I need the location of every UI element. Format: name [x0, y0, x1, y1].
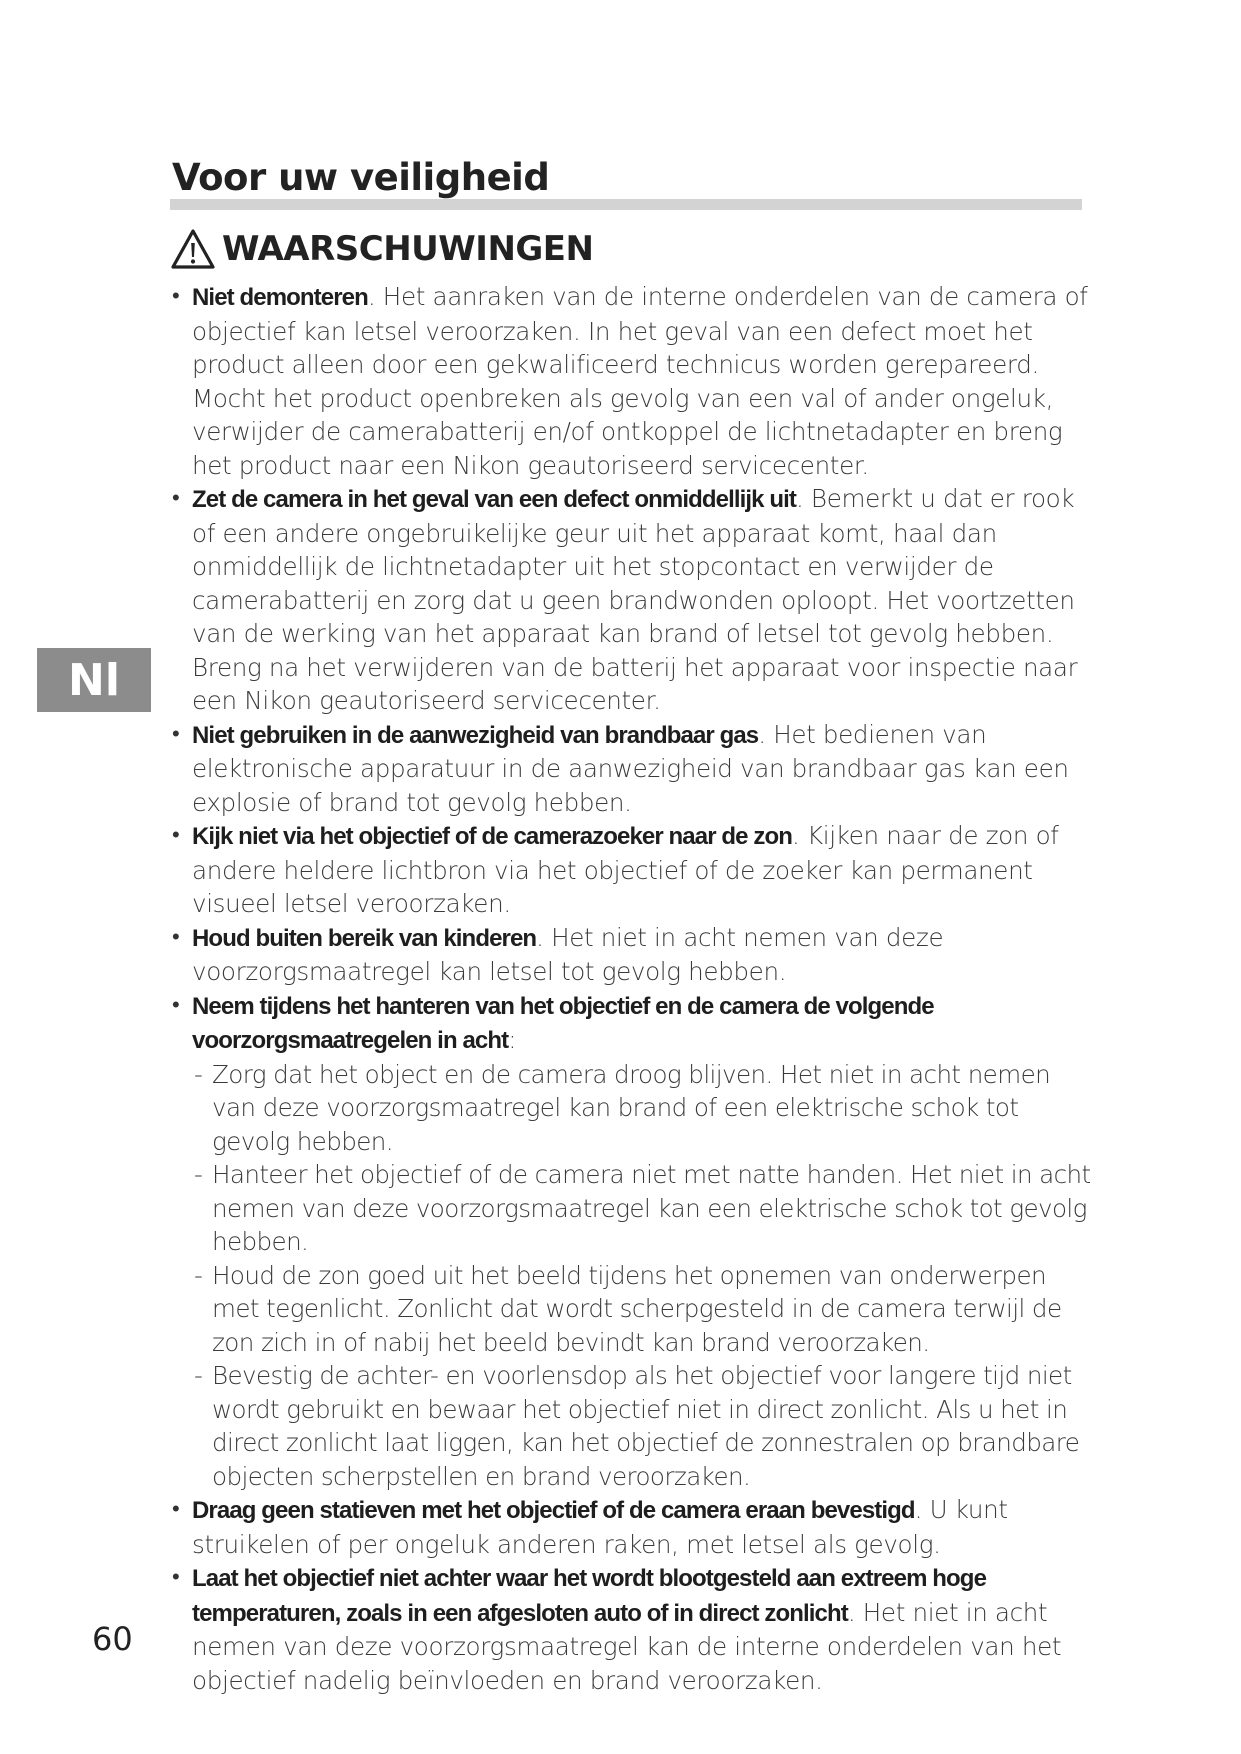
- warning-subitem: - Hanteer het objectief of de camera niet met natte handen. Het niet in acht nemen van deze voorzorgsmaatregel kan een elektrische schok tot gevolg hebben.: [192, 1158, 1093, 1259]
- warning-item-text: . Kijken naar de zon of andere heldere lichtbron via het objectief of de zoeker kan permanent visueel letsel veroorzaken.: [192, 821, 1059, 918]
- language-tab: Nl: [37, 648, 151, 712]
- page-number: 60: [92, 1620, 133, 1658]
- warning-item: [168, 482, 1093, 718]
- warning-item: [168, 280, 1093, 482]
- warning-item-text: . U kunt struikelen of per ongeluk anderen raken, met letsel als gevolg.: [192, 1495, 1008, 1559]
- warning-item-title: Laat het objectief niet achter waar het wordt blootgesteld aan extreem hoge temperaturen, zoals in een afgesloten auto of in direct zonlicht: [192, 1565, 987, 1627]
- title-underline: [170, 199, 1082, 210]
- warning-item-text: . Bemerkt u dat er rook of een andere ongebruikelijke geur uit het apparaat komt, haal dan onmiddellijk de lichtnetadapter uit het stopcontact en verwijder de camerabatterij en zorg dat u geen brandwonden oploopt. Het voortzetten van de werking van het apparaat kan brand of letsel tot gevolg hebben. Breng na het verwijderen van de batterij het apparaat voor inspectie naar een Nikon geautoriseerd servicecenter.: [192, 484, 1078, 715]
- warning-item-text: . Het niet in acht nemen van deze voorzorgsmaatregel kan letsel tot gevolg hebben.: [192, 922, 944, 986]
- warning-subitems: [192, 1058, 1093, 1494]
- warning-item-title: Kijk niet via het objectief of de camerazoeker naar de zon: [192, 823, 793, 850]
- warning-item: [168, 989, 1093, 1494]
- warning-item-text: . Het bedienen van elektronische apparatuur in de aanwezigheid van brandbaar gas kan een explosie of brand tot gevolg hebben.: [192, 719, 1069, 817]
- warning-subitem: - Bevestig de achter- en voorlensdop als het objectief voor langere tijd niet wordt gebruikt en bewaar het objectief niet in direct zonlicht. Als u het in direct zonlicht laat liggen, kan het objectief de zonnestralen op brandbare objecten scherpstellen en brand veroorzaken.: [192, 1359, 1093, 1493]
- warning-item-title: Niet gebruiken in de aanwezigheid van brandbaar gas: [192, 721, 759, 749]
- warning-subitem: - Houd de zon goed uit het beeld tijdens het opnemen van onderwerpen met tegenlicht. Zonlicht dat wordt scherpgesteld in de camera terwijl de zon zich in of nabij het beeld bevindt kan brand veroorzaken.: [192, 1259, 1093, 1360]
- warning-item: [168, 819, 1093, 921]
- warning-item-title: Houd buiten bereik van kinderen: [192, 924, 537, 952]
- warning-item-title: Draag geen statieven met het objectief of de camera eraan bevestigd: [192, 1497, 915, 1524]
- warning-item: [168, 1561, 1093, 1697]
- warning-subitem: - Zorg dat het object en de camera droog blijven. Het niet in acht nemen van deze voorzorgsmaatregel kan brand of een elektrische schok tot gevolg hebben.: [192, 1058, 1093, 1159]
- warnings-content: [168, 280, 1093, 1697]
- page-title: Voor uw veiligheid: [172, 156, 550, 199]
- warnings-heading-label: WAARSCHUWINGEN: [222, 229, 594, 269]
- warning-item: [168, 1493, 1093, 1561]
- warning-item-text: . Het aanraken van de interne onderdelen van de camera of objectief kan letsel veroorzaken. In het geval van een defect moet het product alleen door een gekwalificeerd technicus worden gerepareerd. Mocht het product openbreken als gevolg van een val of ander ongeluk, verwijder de camerabatterij en/of ontkoppel de lichtnetadapter en breng het product naar een Nikon geautoriseerd servicecenter.: [192, 282, 1088, 480]
- warning-item-title: Neem tijdens het hanteren van het objectief en de camera de volgende voorzorgsmaatregelen in acht: [192, 992, 934, 1054]
- warning-item: [168, 718, 1093, 820]
- warnings-list: [168, 280, 1093, 1697]
- warning-item-title: Zet de camera in het geval van een defect onmiddellijk uit: [192, 486, 796, 513]
- warning-item-text: . Het niet in acht nemen van deze voorzorgsmaatregel kan de interne onderdelen van het objectief nadelig beïnvloeden en brand veroorzaken.: [192, 1597, 1062, 1695]
- warning-triangle-icon: [170, 228, 216, 270]
- warning-item-text: :: [508, 1025, 517, 1054]
- warning-item: [168, 921, 1093, 989]
- warning-item-title: Niet demonteren: [192, 284, 368, 311]
- warnings-heading: [170, 228, 593, 270]
